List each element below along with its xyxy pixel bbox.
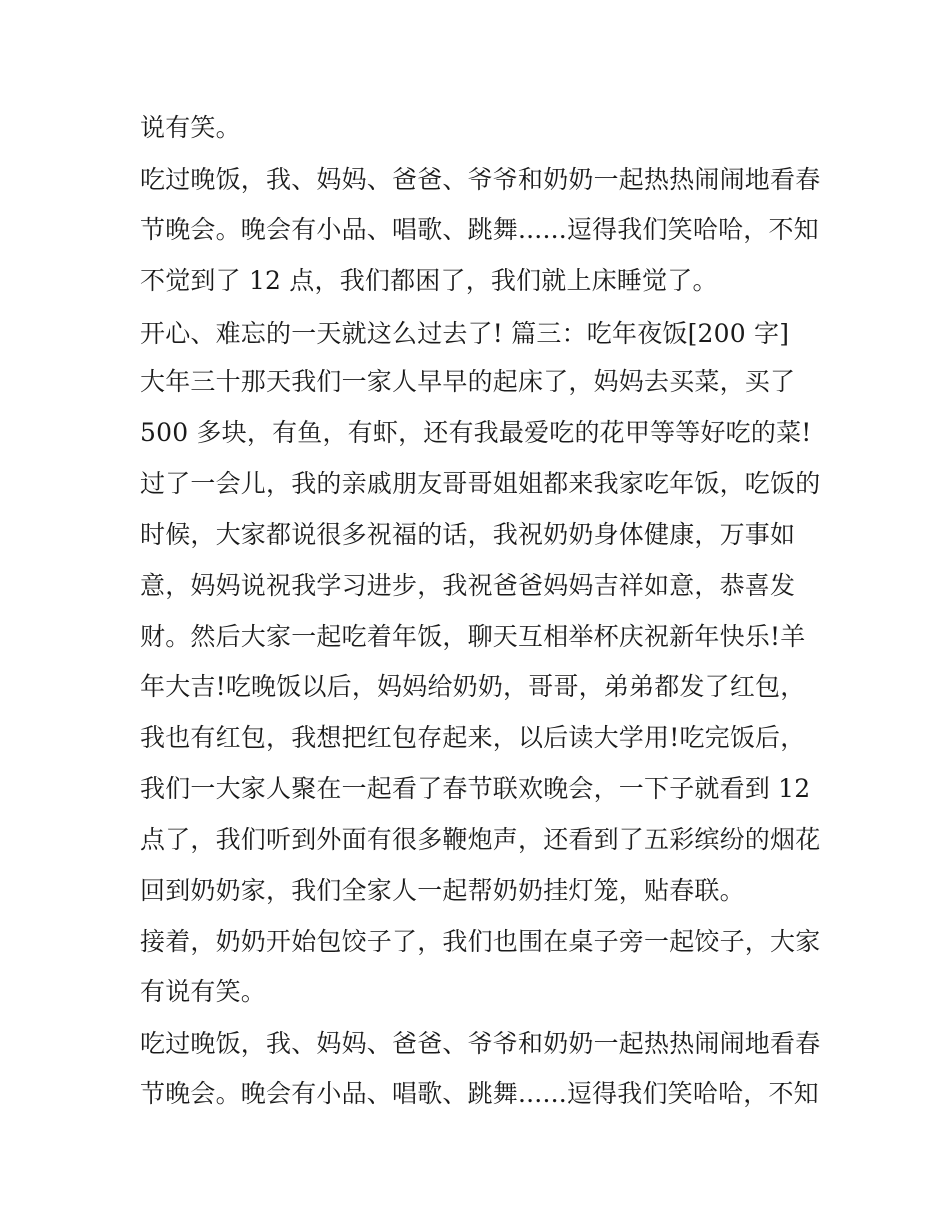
- text-line: 开心、难忘的一天就这么过去了! 篇三：吃年夜饭[200 字]: [140, 319, 790, 348]
- text-line: 说有笑。: [140, 113, 241, 142]
- text-line: 节晚会。晚会有小品、唱歌、跳舞......逗得我们笑哈哈，不知: [140, 215, 819, 244]
- text-line: 我也有红包，我想把红包存起来，以后读大学用!吃完饭后，: [140, 723, 806, 752]
- text-line: 时候，大家都说很多祝福的话，我祝奶奶身体健康，万事如: [140, 520, 796, 549]
- text-line: 我们一大家人聚在一起看了春节联欢晚会，一下子就看到 12: [140, 774, 811, 803]
- text-line: 节晚会。晚会有小品、唱歌、跳舞......逗得我们笑哈哈，不知: [140, 1079, 819, 1108]
- text-line: 500 多块，有鱼，有虾，还有我最爱吃的花甲等等好吃的菜!: [140, 418, 812, 447]
- text-line: 意，妈妈说祝我学习进步，我祝爸爸妈妈吉祥如意，恭喜发: [140, 571, 796, 600]
- text-line: 过了一会儿，我的亲戚朋友哥哥姐姐都来我家吃年饭，吃饭的: [140, 469, 821, 498]
- text-line: 回到奶奶家，我们全家人一起帮奶奶挂灯笼，贴春联。: [140, 876, 745, 905]
- text-line: 接着，奶奶开始包饺子了，我们也围在桌子旁一起饺子，大家: [140, 927, 821, 956]
- text-line: 吃过晚饭，我、妈妈、爸爸、爷爷和奶奶一起热热闹闹地看春: [140, 1029, 821, 1058]
- text-line: 年大吉!吃晚饭以后，妈妈给奶奶，哥哥，弟弟都发了红包，: [140, 672, 806, 701]
- text-line: 点了，我们听到外面有很多鞭炮声，还看到了五彩缤纷的烟花: [140, 825, 821, 854]
- text-line: 吃过晚饭，我、妈妈、爸爸、爷爷和奶奶一起热热闹闹地看春: [140, 165, 821, 194]
- text-line: 不觉到了 12 点，我们都困了，我们就上床睡觉了。: [140, 266, 718, 295]
- text-line: 财。然后大家一起吃着年饭，聊天互相举杯庆祝新年快乐!羊: [140, 622, 806, 651]
- text-line: 大年三十那天我们一家人早早的起床了，妈妈去买菜，买了: [140, 367, 796, 396]
- text-line: 有说有笑。: [140, 977, 267, 1006]
